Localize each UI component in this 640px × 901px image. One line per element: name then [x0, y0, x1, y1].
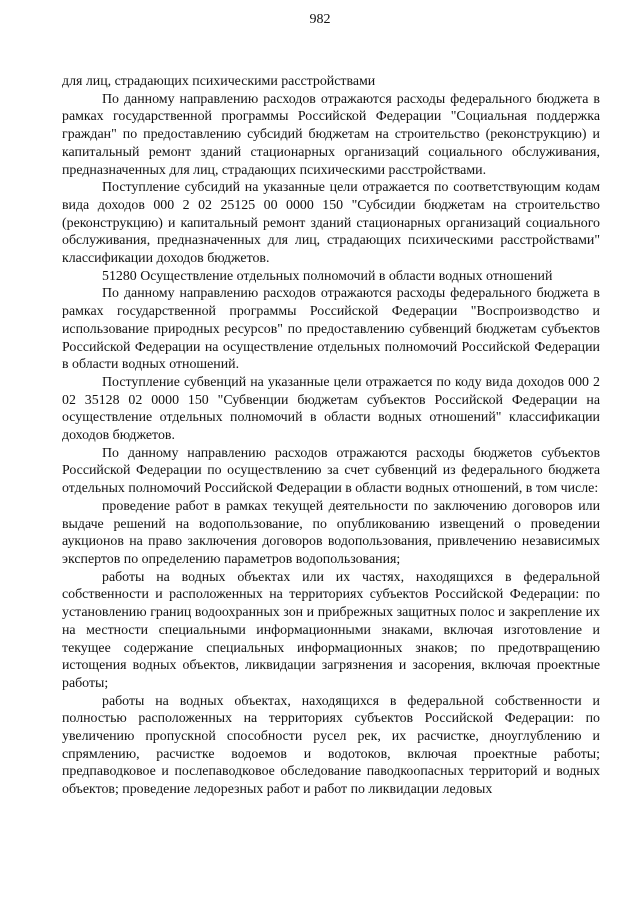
- page-number: 982: [309, 12, 331, 27]
- list-item: проведение работ в рамках текущей деятельности по заключению договоров или выдаче решений на водопользование, по опубликованию извещений о проведении аукционов на право заключения договоров водопользования, привлечению независимых экспертов по определению параметров водопользования;: [62, 498, 600, 567]
- paragraph-continuation: для лиц, страдающих психическими расстройствами: [62, 74, 376, 89]
- paragraph: По данному направлению расходов отражаются расходы бюджетов субъектов Российской Федерации по осуществлению за счет субвенций из федерального бюджета отдельных полномочий Российской Федерации в области водных отношений, в том числе:: [62, 445, 600, 497]
- section-heading: 51280 Осуществление отдельных полномочий в области водных отношений: [102, 268, 553, 284]
- list-item: работы на водных объектах, находящихся в федеральной собственности и полностью расположенных на территориях субъектов Российской Федерации: по увеличению пропускной способности русел рек, их расчистке, дноуглублению и спрямлению, расчистке водоемов и водотоков, включая проектные работы; предпаводковое и послепаводковое обследование паводкоопасных территорий и водных объектов; проведение ледорезных работ и работ по ликвидации ледовых: [62, 693, 600, 798]
- paragraph: По данному направлению расходов отражаются расходы федерального бюджета в рамках государственной программы Российской Федерации "Социальная поддержка граждан" по предоставлению субсидий бюджетам на строительство (реконструкцию) и капитальный ремонт зданий стационарных организаций социального обслуживания, предназначенных для лиц, страдающих психическими расстройствами.: [62, 91, 600, 178]
- body-text: [62, 73, 600, 799]
- paragraph: По данному направлению расходов отражаются расходы федерального бюджета в рамках государственной программы Российской Федерации "Воспроизводство и использование природных ресурсов" по предоставлению субвенций бюджетам субъектов Российской Федерации на осуществление отдельных полномочий Российской Федерации в области водных отношений.: [62, 286, 600, 373]
- paragraph: Поступление субсидий на указанные цели отражается по соответствующим кодам вида доходов 000 2 02 25125 00 0000 150 "Субсидии бюджетам на строительство (реконструкцию) и капитальный ремонт зданий стационарных организаций социального обслуживания, предназначенных для лиц, страдающих психическими расстройствами" классификации доходов бюджетов.: [62, 180, 600, 267]
- paragraph: Поступление субвенций на указанные цели отражается по коду вида доходов 000 2 02 35128 02 0000 150 "Субвенции бюджетам субъектов Российской Федерации на осуществление отдельных полномочий в области водных отношений" классификации доходов бюджетов.: [62, 374, 600, 444]
- list-item: работы на водных объектах или их частях, находящихся в федеральной собственности и расположенных на территориях субъектов Российской Федерации: по установлению границ водоохранных зон и прибрежных защитных полос и закрепление их на местности специальными информационными знаками, включая изготовление и текущее содержание специальных информационных знаков; по предотвращению истощения водных объектов, ликвидации загрязнения и засорения, включая проектные работы;: [62, 569, 600, 691]
